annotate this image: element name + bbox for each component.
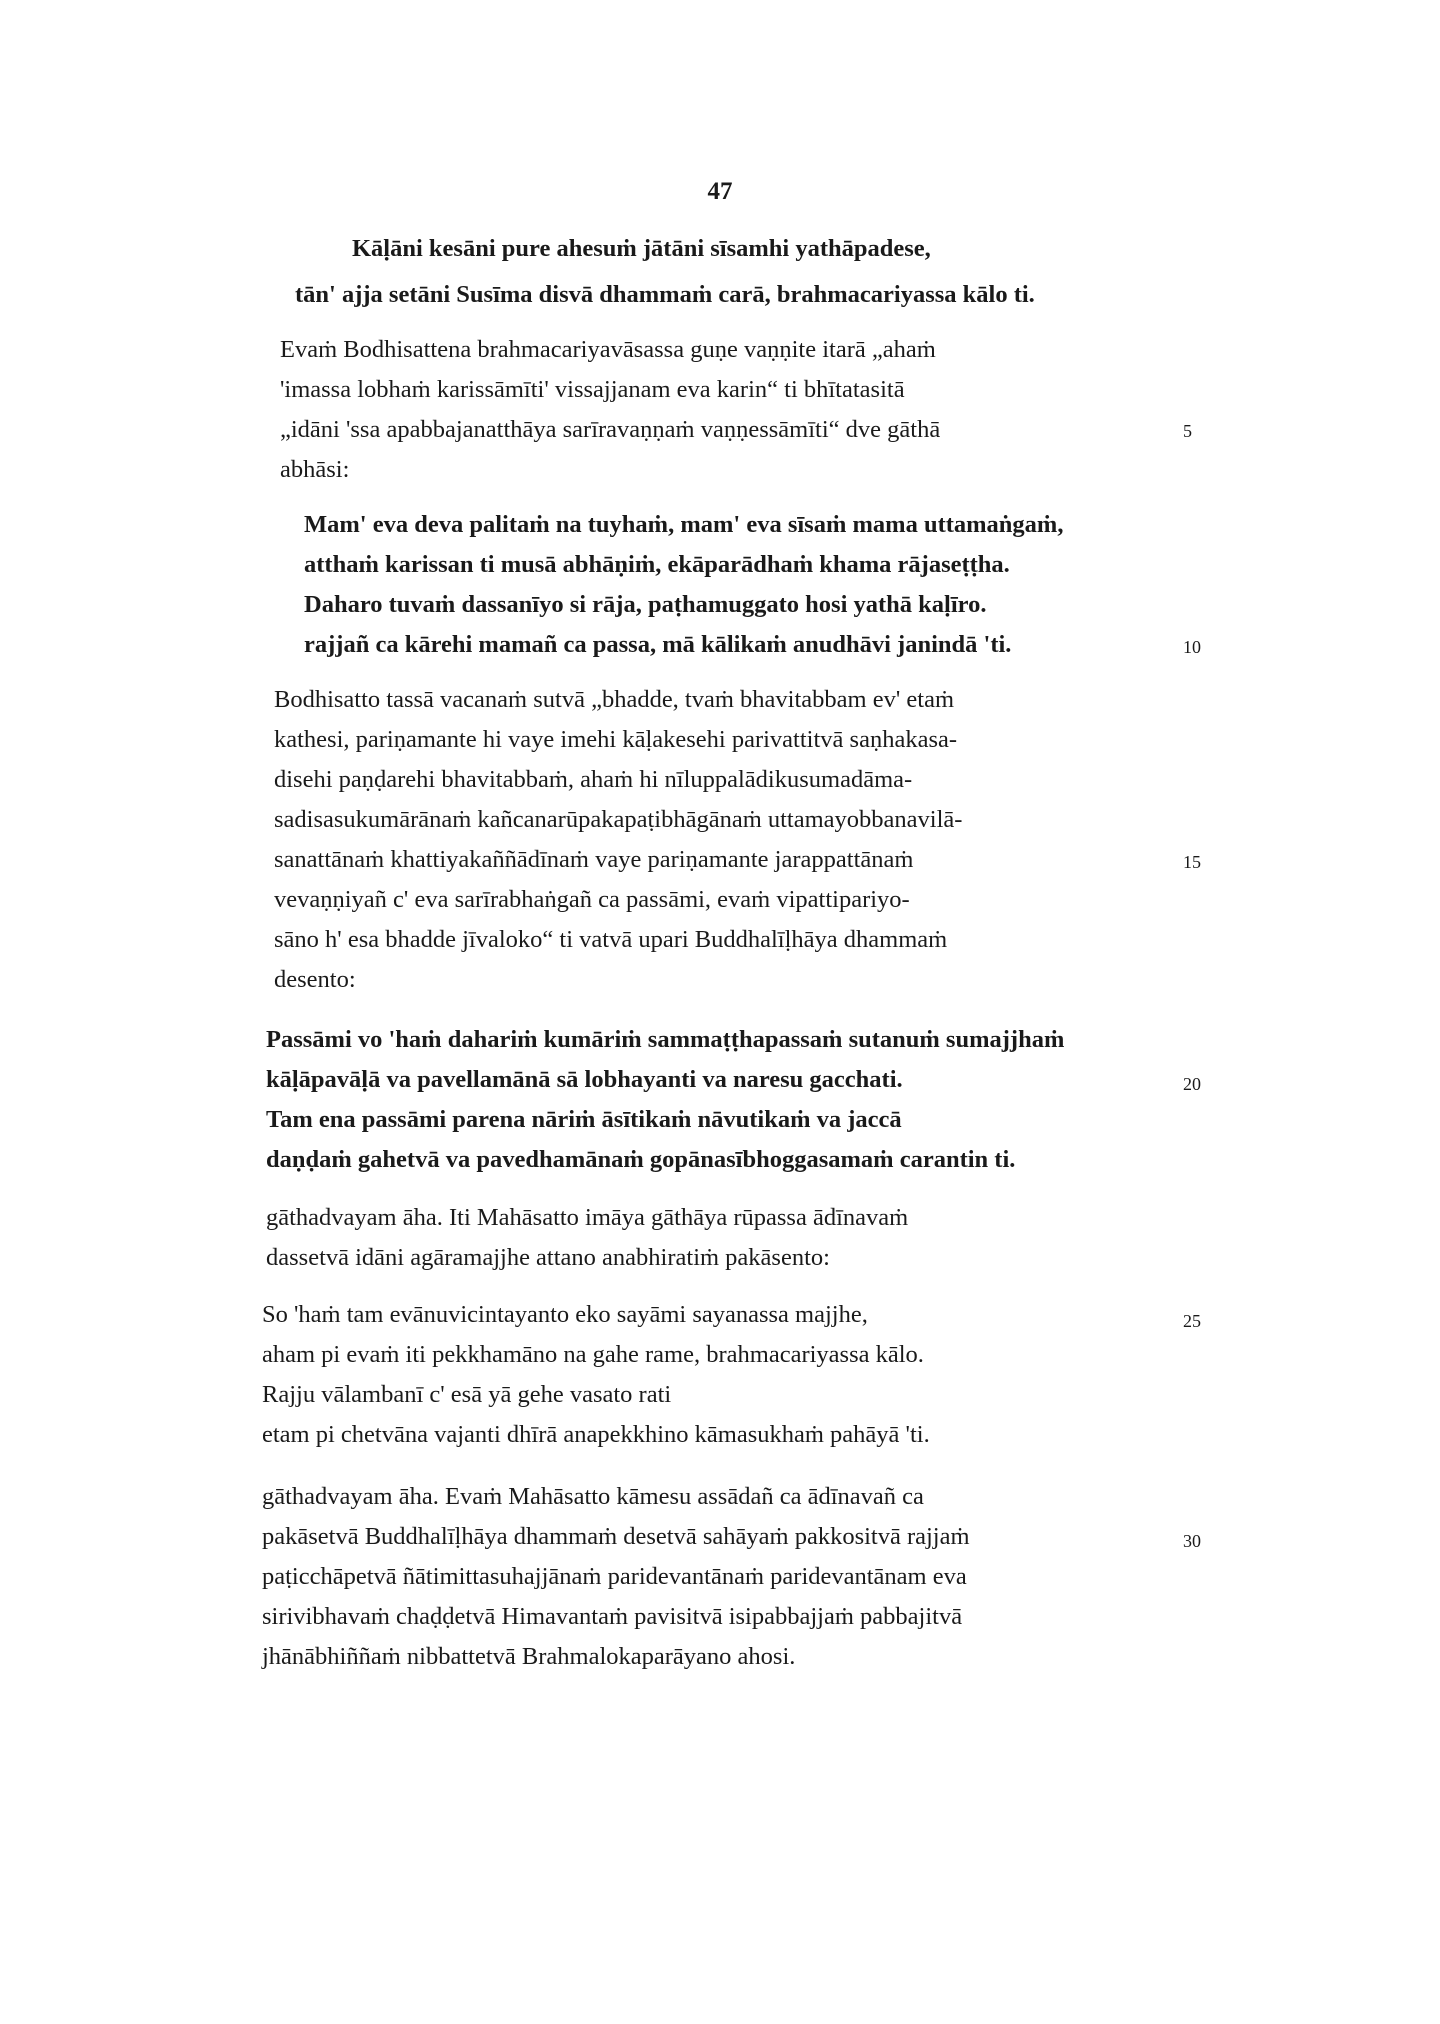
prose-line: sāno h' esa bhadde jīvaloko“ ti vatvā upari Buddhalīḷhāya dhammaṁ [274,926,948,953]
prose-line: pakāsetvā Buddhalīḷhāya dhammaṁ desetvā sahāyaṁ pakkositvā rajjaṁ [262,1523,970,1550]
prose-line: Evaṁ Bodhisattena brahmacariyavāsassa guṇe vaṇṇite itarā „ahaṁ [280,336,936,363]
prose-line: gāthadvayam āha. Evaṁ Mahāsatto kāmesu assādañ ca ādīnavañ ca [262,1483,924,1510]
verse-line: atthaṁ karissan ti musā abhāṇiṁ, ekāparādhaṁ khama rājaseṭṭha. [304,551,1010,578]
prose-line: disehi paṇḍarehi bhavitabbaṁ, ahaṁ hi nīluppalādikusumadāma- [274,766,913,793]
prose-line: aham pi evaṁ iti pekkhamāno na gahe rame, brahmacariyassa kālo. [262,1341,924,1368]
prose-line: Bodhisatto tassā vacanaṁ sutvā „bhadde, tvaṁ bhavitabbam ev' etaṁ [274,686,954,713]
verse-line: Kāḷāni kesāni pure ahesuṁ jātāni sīsamhi yathāpadese, [352,235,931,262]
prose-line: So 'haṁ tam evānuvicintayanto eko sayāmi sayanassa majjhe, [262,1301,868,1328]
prose-line: sanattānaṁ khattiyakaññādīnaṁ vaye pariṇamante jarappattānaṁ [274,846,914,873]
verse-line: Tam ena passāmi parena nāriṁ āsītikaṁ nāvutikaṁ va jaccā [266,1106,902,1133]
prose-line: etam pi chetvāna vajanti dhīrā anapekkhino kāmasukhaṁ pahāyā 'ti. [262,1421,930,1448]
prose-line: gāthadvayam āha. Iti Mahāsatto imāya gāthāya rūpassa ādīnavaṁ [266,1204,909,1231]
line-number: 5 [1183,421,1192,441]
verse-line: Passāmi vo 'haṁ dahariṁ kumāriṁ sammaṭṭhapassaṁ sutanuṁ sumajjhaṁ [266,1026,1065,1053]
verse-line: rajjañ ca kārehi mamañ ca passa, mā kālikaṁ anudhāvi janindā 'ti. [304,631,1012,658]
prose-line: 'imassa lobhaṁ karissāmīti' vissajjanam eva karin“ ti bhītatasitā [280,376,905,403]
prose-line: abhāsi: [280,456,350,483]
prose-line: kathesi, pariṇamante hi vaye imehi kāḷakesehi parivattitvā saṇhakasa- [274,726,958,753]
line-number: 30 [1183,1531,1201,1551]
line-number: 25 [1183,1311,1201,1331]
verse-line: Daharo tuvaṁ dassanīyo si rāja, paṭhamuggato hosi yathā kaḷīro. [304,591,987,618]
line-number: 10 [1183,637,1201,657]
line-number: 15 [1183,852,1201,872]
prose-line: sadisasukumārānaṁ kañcanarūpakapaṭibhāgānaṁ uttamayobbanavilā- [274,806,963,833]
prose-line: Rajju vālambanī c' esā yā gehe vasato rati [262,1381,672,1408]
prose-line: jhānābhiññaṁ nibbattetvā Brahmalokaparāyano ahosi. [262,1643,796,1670]
page-number: 47 [707,178,733,205]
prose-line: desento: [274,966,356,993]
prose-line: sirivibhavaṁ chaḍḍetvā Himavantaṁ pavisitvā isipabbajjaṁ pabbajitvā [262,1603,963,1630]
prose-line: „idāni 'ssa apabbajanatthāya sarīravaṇṇaṁ vaṇṇessāmīti“ dve gāthā [280,416,941,443]
verse-line: Mam' eva deva palitaṁ na tuyhaṁ, mam' eva sīsaṁ mama uttamaṅgaṁ, [304,511,1064,538]
prose-line: vevaṇṇiyañ c' eva sarīrabhaṅgañ ca passāmi, evaṁ vipattipariyo- [274,886,910,913]
line-number: 20 [1183,1074,1201,1094]
verse-line: kāḷāpavāḷā va pavellamānā sā lobhayanti va naresu gacchati. [266,1066,903,1093]
verse-line: tān' ajja setāni Susīma disvā dhammaṁ carā, brahmacariyassa kālo ti. [295,281,1035,308]
prose-line: paṭicchāpetvā ñātimittasuhajjānaṁ paridevantānaṁ paridevantānam eva [262,1563,967,1590]
verse-line: daṇḍaṁ gahetvā va pavedhamānaṁ gopānasībhoggasamaṁ carantin ti. [266,1146,1016,1173]
prose-line: dassetvā idāni agāramajjhe attano anabhiratiṁ pakāsento: [266,1244,830,1271]
